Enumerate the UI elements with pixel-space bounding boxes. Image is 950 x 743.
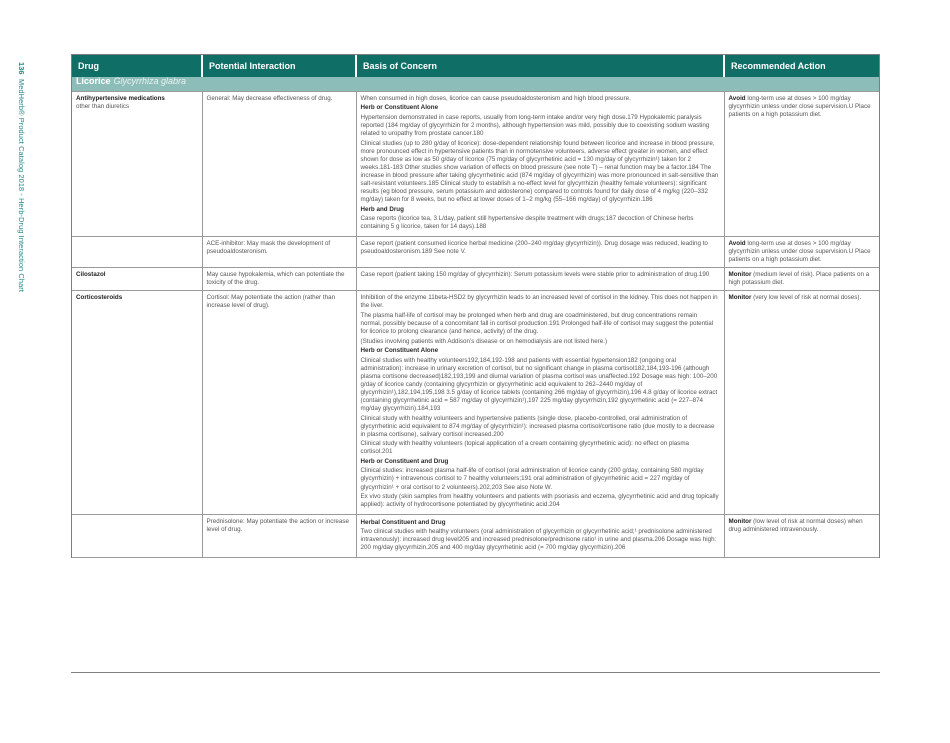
basis-of-concern-cell (356, 268, 724, 291)
drug-cell (72, 291, 202, 514)
basis-subheading: Herb or Constituent Alone (360, 347, 439, 355)
basis-paragraph: Inhibition of the enzyme 11beta-HSD2 by glycyrrhizin leads to an increased level of cortisol in the kidney. This does not happen in the liver. (360, 294, 718, 310)
potential-interaction-cell: ACE-inhibitor: May mask the development of pseudoaldosteronism. (202, 236, 356, 267)
potential-interaction-cell: Cortisol: May potentiate the action (rather than increase level of drug). (202, 291, 356, 514)
drug-name: Antihypertensive medications (76, 95, 165, 102)
basis-subheading: Herbal Constituent and Drug (360, 518, 446, 526)
drug-name: Corticosteroids (76, 294, 123, 302)
recommended-action-cell (724, 236, 879, 267)
table-row (72, 236, 879, 267)
recommended-action-cell (724, 291, 879, 514)
table-row (72, 514, 879, 557)
recommended-action-cell (724, 514, 879, 557)
drug-cell (72, 92, 202, 237)
recommended-action-cell (724, 268, 879, 291)
drug-cell (72, 268, 202, 291)
basis-paragraph: Two clinical studies with healthy volunteers (oral administration of glycyrrhizin or glycyrrhetinic acid;¹ prednisolone administered intravenously): increased drug level205 and increased prednisolone/prednisone ratio¹ in urine and plasma.206 Dosage was high: 200 mg/day glycyrrhizin,205 and 400 mg/day glycyrrhetinic acid (= 700 mg/day glycyrrhizin).206 (360, 528, 717, 552)
action-text: (medium level of risk). Place patients on a high potassium diet. (728, 271, 870, 287)
basis-paragraph: Clinical studies: increased plasma half-life of cortisol (oral administration of licorice candy (200 g/day, containing 580 mg/day glycyrrhizin) + intravenous cortisol to 7 healthy volunteers;191 oral administration of glycyrrhetinic acid = 227 mg/day of glycyrrhizin¹ + oral cortisol to 2 volunteers).202,203 See also Note W. (360, 467, 704, 491)
potential-interaction-cell: May cause hypokalemia, which can potentiate the toxicity of the drug. (202, 268, 356, 291)
basis-of-concern-cell (356, 291, 724, 514)
basis-paragraph: When consumed in high doses, licorice can cause pseudoaldosteronism and high blood pressure. (360, 95, 631, 102)
side-running-title (14, 62, 28, 362)
herb-section-row (72, 77, 879, 92)
basis-paragraph: (Studies involving patients with Addison’s disease or on hemodialysis are not listed here.) (360, 337, 608, 345)
basis-subheading: Herb or Constituent and Drug (360, 457, 449, 465)
action-text: (low level of risk at normal doses) when drug administered intravenously. (728, 517, 863, 533)
basis-paragraph: Clinical study with healthy volunteers and hypertensive patients (single dose, placebo-controlled, oral administration of glycyrrhetinic acid equivalent to 874 mg/day of glycyrrhizin¹): increased plasma cortisol/cortisone ratio (due mostly to a decrease in plasma cortisone), salivary cortisol increased.200 (360, 414, 715, 438)
action-text: long-term use at doses > 100 mg/day glycyrrhizin unless under close supervision.U Place patients on a high potassium diet. (728, 239, 871, 264)
action-keyword: Monitor (728, 517, 752, 525)
action-keyword: Monitor (728, 271, 752, 279)
table-row (72, 92, 879, 237)
action-keyword: Avoid (728, 239, 746, 247)
basis-of-concern-cell (356, 514, 724, 557)
table-row (72, 291, 879, 514)
column-header-drug: Drug (72, 55, 202, 77)
running-title: MedHerb® Product Catalog 2018 - Herb-Drug Interaction Chart (17, 78, 26, 292)
action-keyword: Avoid (728, 95, 746, 102)
recommended-action-cell (724, 92, 879, 237)
basis-paragraph: The plasma half-life of cortisol may be prolonged when herb and drug are coadministered, but drug concentrations remain normal, possibly because of a concomitant fall in cortisol production.191 Prolonged half-life of cortisol may suggest the potential for licorice to prolong clearance (and hence, activity) of the drug. (360, 311, 714, 336)
basis-paragraph: Clinical study with healthy volunteers (topical application of a cream containing glycyrrhetinic acid): no effect on plasma cortisol.201 (360, 440, 690, 456)
basis-paragraph: Clinical studies (up to 280 g/day of licorice): dose-dependent relationship found between licorice and increase in blood pressure, more pronounced effect in hypertensive patients than in normotensive volunteers, adverse effect greater in women, and effect shown for dose as low as 50 g/day of licorice (75 mg/day of glycyrrhetinic acid = 130 mg/day of glycyrrhizin¹) taken for 2 weeks.181-183 Other studies show variation of effects on blood pressure (see note T) – renal function may be a factor.184 The increase in blood pressure after taking glycyrrhetinic acid (874 mg/day of glycyrrhizin) was more pronounced in salt-sensitive than salt-resistant volunteers.185 Clinical study to establish a no-effect level for glycyrrhizin (healthy female volunteers): significant results (eg blood pressure, serum potassium and aldosterone) compared to controls found for daily dose of 4 mg/kg (220–332 mg/day) taken for 8 weeks, but no effect at lower doses of 1–2 mg/kg (55–166 mg/day) of glycyrrhizin.186 (360, 139, 719, 204)
basis-of-concern-cell (356, 236, 724, 267)
header-row (72, 55, 879, 77)
potential-interaction-cell: General: May decrease effectiveness of drug. (202, 92, 356, 237)
page-number: 136 (17, 62, 26, 75)
drug-name: Cilostazol (76, 271, 106, 279)
action-text: (very low level of risk at normal doses). (751, 294, 862, 302)
column-header-basis: Basis of Concern (356, 55, 724, 77)
drug-cell (72, 236, 202, 267)
basis-of-concern-cell (356, 92, 724, 237)
drug-subtitle: other than diuretics (76, 103, 130, 111)
action-text: long-term use at doses > 100 mg/day glycyrrhizin unless under close supervision.U Place patients on a high potassium diet. (728, 95, 871, 119)
interaction-chart-table (71, 54, 880, 558)
drug-cell (72, 514, 202, 557)
column-header-action: Recommended Action (724, 55, 879, 77)
action-keyword: Monitor (728, 294, 752, 302)
herb-name: Licorice (76, 76, 111, 86)
table-bottom-border (71, 672, 880, 673)
basis-subheading: Herb or Constituent Alone (360, 104, 439, 112)
potential-interaction-cell: Prednisolone: May potentiate the action or increase level of drug. (202, 514, 356, 557)
basis-subheading: Herb and Drug (360, 205, 404, 213)
basis-paragraph: Case reports (licorice tea, 3 L/day, patient still hypertensive despite treatment with drugs;187 decoction of Chinese herbs containing 5 g licorice, taken for 14 days).188 (360, 215, 694, 231)
basis-paragraph: Case report (patient taking 150 mg/day of glycyrrhizin): Serum potassium levels were stable prior to administration of drug.190 (360, 271, 710, 279)
basis-paragraph: Case report (patient consumed licorice herbal medicine (200–240 mg/day glycyrrhizin)). Drug dosage was reduced, leading to pseudoaldosteronism.189 See note V. (360, 239, 708, 255)
herb-latin-name: Glycyrrhiza glabra (113, 76, 187, 86)
column-header-interaction: Potential Interaction (202, 55, 356, 77)
basis-paragraph: Clinical studies with healthy volunteers192,184,192-198 and patients with essential hypertension182 (ongoing oral administration): increase in urinary excretion of cortisol, but no significant change in plasma cortisol182,184,193-196 (although plasma cortisone decreased)182,193,199 and diurnal variation of plasma cortisol was unaffected.192 Dosage was high: 100–200 g/day of licorice candy (containing glycyrrhizin or glycyrrhetinic acid equivalent to 262–2440 mg/day of glycyrrhizin¹),182,194,195,198 3.5 g/day of licorice tablets (containing 266 mg/day of glycyrrhizin),196 4.8 g/day of licorice extract (containing glycyrrhetinic acid = 587 mg/day of glycyrrhizin¹),197 225 mg/day glycyrrhizin,192 glycyrrhetinic acid (= 227–874 mg/day glycyrrhizin).184,193 (360, 356, 718, 413)
basis-paragraph: Ex vivo study (skin samples from healthy volunteers and patients with psoriasis and eczema, glycyrrhetinic acid and drug topically applied): activity of hydrocortisone potentiated by glycyrrhetinic acid.204 (360, 492, 719, 509)
table-row (72, 268, 879, 291)
basis-paragraph: Hypertension demonstrated in case reports, usually from long-term intake and/or very high dose.179 Hypokalemic paralysis reported (184 mg/day of glycyrrhizin for 2 months), although hypertension was mild, possibly due to coexisting sodium wasting related to uropathy from prostate cancer.180 (360, 113, 710, 138)
